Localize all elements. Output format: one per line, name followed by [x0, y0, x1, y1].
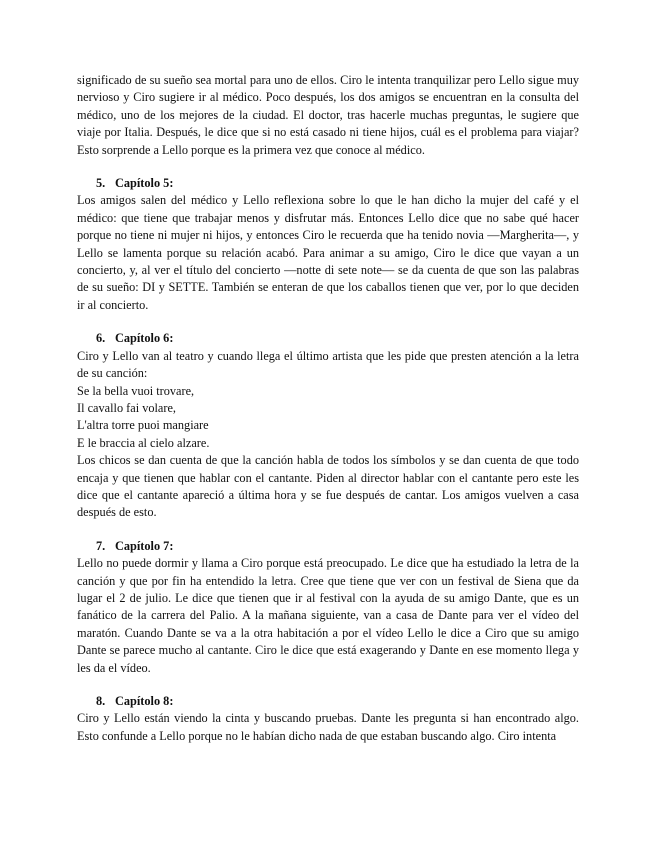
intro-paragraph: significado de su sueño sea mortal para uno de ellos. Ciro le intenta tranquilizar pero Lello sigue muy nervioso y Ciro sugiere ir al médico. Poco después, los dos amigos se encuentran en la consulta del médico, uno de los mejores de la ciudad. El doctor, tras hacerle muchas preguntas, le sugiere que viaje por Italia. Después, le dice que si no está casado ni tiene hijos, cuál es el problema para viajar? Esto sorprende a Lello porque es la primera vez que conoce al médico.	[77, 73, 579, 157]
section-title: Capítolo 5:	[115, 176, 174, 191]
section-heading	[77, 538, 579, 555]
song-lyrics: Se la bella vuoi trovare, Il cavallo fai volare, L'altra torre puoi mangiare E le braccia al cielo alzare.	[77, 383, 210, 450]
section-chapter-8	[77, 693, 579, 745]
section-paragraph: Los amigos salen del médico y Lello reflexiona sobre lo que le han dicho la mujer del café y el médico: que tiene que trabajar menos y disfrutar más. Entonces Lello dice que no sabe qué hacer porque no tiene ni mujer ni hijos, y entonces Ciro le recuerda que ha tenido novia —Margherita—, y Lello se lamenta porque su relación acabó. Para animar a su amigo, Ciro le dice que vayan a un concierto, y, al ver el título del concierto —notte di sete note— se da cuenta de que son las palabras de su sueño: DI y SETTE. También se enteran de que los caballos tienen que ver, por lo que deciden ir al concierto.	[77, 193, 579, 312]
section-heading	[77, 175, 579, 192]
section-title: Capítolo 8:	[115, 694, 174, 708]
section-number: 5.	[96, 176, 106, 191]
section-paragraph: Lello no puede dormir y llama a Ciro porque está preocupado. Le dice que ha estudiado la letra de la canción y que por fin ha entendido la letra. Cree que tiene que ver con un festival de Siena que da lugar el 2 de julio. Le dice que tienen que ir al festival con la ayuda de su amigo Dante, que es un fanático de la carrera del Palio. A la mañana siguiente, van a casa de Dante para ver el vídeo del maratón. Cuando Dante se va a la otra habitación a por el vídeo Lello le dice a Ciro que su amigo Dante se parece mucho al cantante. Ciro le dice que está exagerando y Dante en ese momento llega y les da el vídeo.	[77, 556, 579, 675]
section-chapter-7	[77, 538, 579, 677]
section-chapter-5	[77, 175, 579, 314]
section-paragraph: Los chicos se dan cuenta de que la canción habla de todos los símbolos y se dan cuenta de que todo encaja y que tienen que hablar con el cantante. Piden al director hablar con el cantante pero este les dice que el cantante apareció a última hora y se fue después de cantar. Los amigos vuelven a casa después de esto.	[77, 453, 579, 520]
section-title: Capítolo 6:	[115, 331, 174, 346]
section-number: 7.	[96, 538, 106, 553]
section-title: Capítolo 7:	[115, 538, 174, 553]
section-heading	[77, 330, 579, 347]
section-chapter-6	[77, 330, 579, 521]
section-number: 6.	[96, 331, 106, 346]
document-page	[77, 72, 579, 745]
section-paragraph: Ciro y Lello van al teatro y cuando llega el último artista que les pide que presten atención a la letra de su canción:	[77, 348, 579, 381]
section-number: 8.	[96, 694, 106, 708]
section-paragraph: Ciro y Lello están viendo la cinta y buscando pruebas. Dante les pregunta si han encontrado algo. Esto confunde a Lello porque no le habían dicho nada de que estaban buscando algo. Ciro intenta	[77, 711, 579, 743]
section-heading	[77, 693, 579, 710]
